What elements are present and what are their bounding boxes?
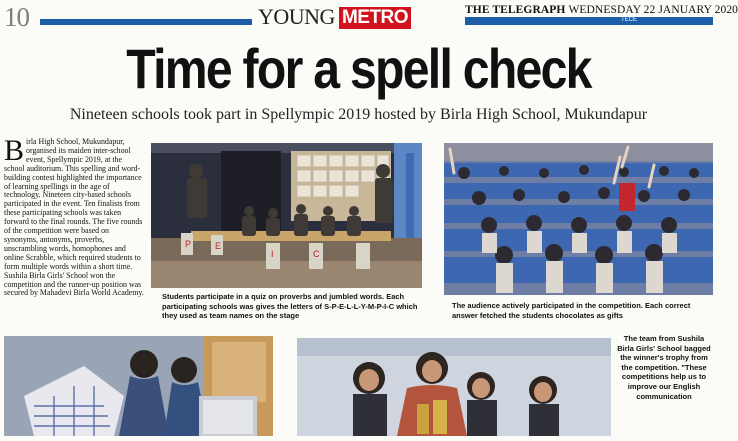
section-young: YOUNG — [258, 4, 335, 29]
paper-name: THE TELEGRAPH — [465, 4, 566, 16]
paper-dateline — [465, 4, 738, 16]
masthead-rule-right — [465, 17, 713, 25]
audience-photo-caption: The audience actively participated in the competition. Each correct answer fetched the students chocolates as gifts — [452, 301, 691, 320]
issue-date: WEDNESDAY 22 JANUARY 2020 — [568, 4, 738, 16]
laptop-photo-drawing — [4, 336, 273, 436]
audience-photo-drawing — [444, 143, 713, 295]
section-metro-badge: METRO — [339, 7, 411, 29]
winners-side-caption: The team from Sushila Birla Girls' School bagged the winner's trophy from the competition. "These competitions help us to improve our English communication — [617, 334, 711, 401]
drop-cap: B — [4, 134, 25, 167]
masthead-rule-left — [40, 19, 252, 25]
winners-photo-drawing — [297, 338, 611, 436]
stage-photo-drawing — [151, 143, 422, 288]
edition-code: TECE — [621, 17, 638, 23]
photo-laptop — [4, 336, 273, 436]
stage-letter-card-1: P — [185, 239, 192, 249]
photo-winners-trophy — [297, 338, 611, 436]
photo-audience — [444, 143, 713, 295]
standfirst: Nineteen schools took part in Spellympic 2019 hosted by Birla High School, Mukundapur — [69, 106, 648, 123]
article-body — [4, 134, 144, 298]
stage-letter-card-2: E — [215, 241, 222, 251]
photo-stage-quiz — [151, 143, 422, 288]
stage-photo-caption: Students participate in a quiz on proverbs and jumbled words. Each participating schools was gives the letters of S-P-E-L-L-Y-M-P-I-C which they used as team names on the stage — [162, 292, 418, 320]
section-title — [258, 4, 411, 30]
stage-letter-card-3: I — [271, 249, 274, 259]
article-body-text: irla High School, Mukundapur, organised its maiden inter-school event, Spellympic 2019, at the school auditorium. This spelling and word-building contest highlighted the importance of learning spellings in the age of technology. Nineteen city-based schools participated in the event. Ten finalists from these participating schools was taken forward to the final rounds. The five rounds of the competition were based on synonyms, antonyms, proverbs, unscrambling words, homophones and online Scrabble, which required students to form multiple words within a short time. Sushila Birla Girls' School won the competition and the runner-up position was secured by Mahadevi Birla World Academy. — [4, 137, 144, 298]
page-number: 10 — [4, 2, 29, 32]
stage-letter-card-4: C — [313, 249, 320, 259]
headline: Time for a spell check — [126, 37, 591, 100]
